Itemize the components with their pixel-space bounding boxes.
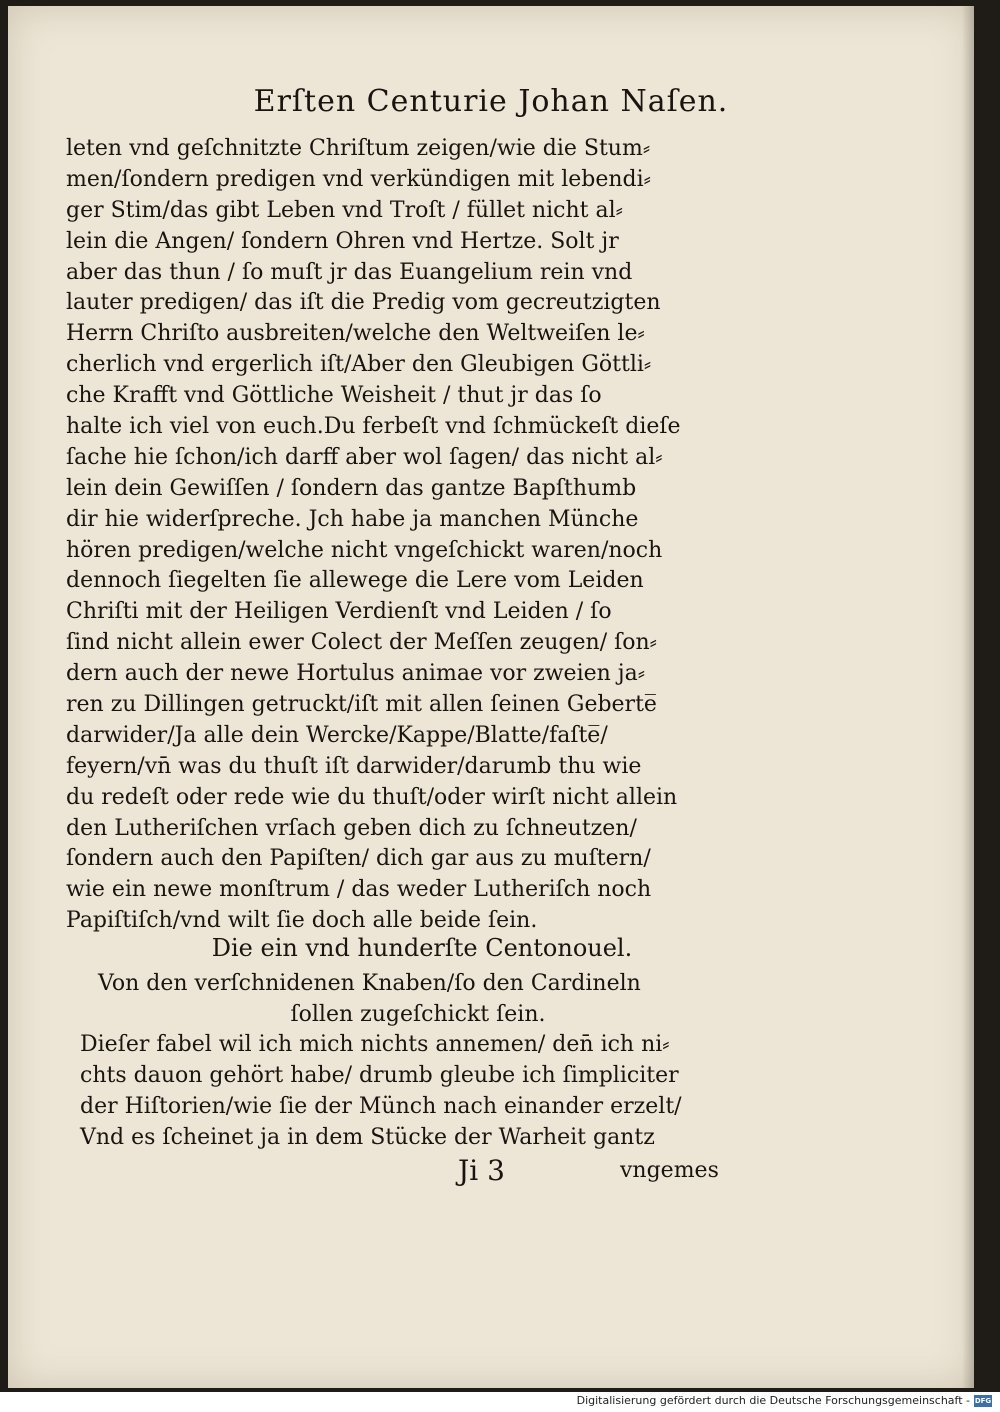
paragraph-1-line: che Krafft vnd Göttliche Weisheit / thut jr das ſo <box>66 383 602 409</box>
paragraph-1-line: lein die Angen/ ſondern Ohren vnd Hertze. Solt jr <box>66 228 619 254</box>
paragraph-1-line: wie ein newe monſtrum / das weder Lutheriſch noch <box>66 877 652 903</box>
paragraph-2-line: Vnd es ſcheinet ja in dem Stücke der Warheit gantz <box>80 1124 655 1150</box>
paragraph-1-line: dennoch ſiegelten ſie allewege die Lere vom Leiden <box>66 568 644 594</box>
footer-credit: Digitalisierung gefördert durch die Deutsche Forschungsgemeinschaft - <box>576 1394 970 1407</box>
paragraph-2-line: der Hiſtorien/wie ſie der Münch nach einander erzelt/ <box>80 1093 682 1119</box>
paragraph-1-line: halte ich viel von euch.Du ferbeſt vnd ſchmückeſt dieſe <box>66 414 681 440</box>
book-page <box>8 6 974 1388</box>
paragraph-1-line: lauter predigen/ das iſt die Predig vom gecreutzigten <box>66 290 661 316</box>
paragraph-1-line: lein dein Gewiſſen / ſondern das gantze Bapſthumb <box>66 475 637 501</box>
paragraph-1-line: du redeſt oder rede wie du thuſt/oder wirſt nicht allein <box>66 784 678 810</box>
paragraph-1-line: dir hie widerſpreche. Jch habe ja manchen Münche <box>66 506 639 532</box>
paragraph-2-line: chts dauon gehört habe/ drumb gleube ich ſimpliciter <box>80 1062 679 1088</box>
chapter-title <box>98 968 738 1030</box>
chapter-heading: Die ein vnd hunderſte Centonouel. <box>211 934 633 962</box>
paragraph-2 <box>80 1030 740 1154</box>
paragraph-1-line: ger Stim/das gibt Leben vnd Troſt / füllet nicht al⸗ <box>66 197 623 223</box>
paragraph-1-line: Chriſti mit der Heiligen Verdienſt vnd Leiden / ſo <box>66 599 612 625</box>
paragraph-1-line: ren zu Dillingen getruckt/iſt mit allen ſeinen Geberte̅ <box>66 692 657 718</box>
chapter-title-line-2: ſollen zugeſchickt ſein. <box>290 1001 546 1027</box>
paragraph-1-line: hören predigen/welche nicht vngeſchickt waren/noch <box>66 537 663 563</box>
paragraph-1-line: ſondern auch den Papiſten/ dich gar aus zu muſtern/ <box>66 846 651 872</box>
digitization-footer <box>0 1392 1000 1412</box>
paragraph-1-line: Papiſtiſch/vnd wilt ſie doch alle beide ſein. <box>66 908 538 934</box>
paragraph-1-line: men/ſondern predigen vnd verkündigen mit lebendi⸗ <box>66 166 651 192</box>
paragraph-1-line: ſind nicht allein ewer Colect der Meſſen zeugen/ ſon⸗ <box>66 630 657 656</box>
paragraph-1 <box>66 134 734 937</box>
running-header: Erſten Centurie Johan Naſen. <box>253 84 729 119</box>
paragraph-1-line: feyern/vn̄ was du thuſt iſt darwider/darumb thu wie <box>66 753 642 779</box>
chapter-title-line-1: Von den verſchnidenen Knaben/ſo den Cardineln <box>98 971 641 996</box>
paragraph-1-line: Herrn Chriſto ausbreiten/welche den Weltweiſen le⸗ <box>66 321 645 347</box>
paragraph-2-line: Dieſer fabel wil ich mich nichts annemen/ den̄ ich ni⸗ <box>80 1032 670 1057</box>
paragraph-1-line: ſache hie ſchon/ich darff aber wol ſagen/ das nicht al⸗ <box>66 444 663 470</box>
paragraph-1-line: den Lutheriſchen vrſach geben dich zu ſchneutzen/ <box>66 815 637 841</box>
paragraph-1-line: aber das thun / ſo muſt jr das Euangelium rein vnd <box>66 259 633 285</box>
paragraph-1-line: darwider/Ja alle dein Wercke/Kappe/Blatte/faſte̅/ <box>66 722 608 748</box>
paragraph-1-line: dern auch der newe Hortulus animae vor zweien ja⸗ <box>66 661 646 687</box>
paragraph-1-line: leten vnd geſchnitzte Chriſtum zeigen/wie die Stum⸗ <box>66 136 651 161</box>
signature-mark: Ji 3 <box>458 1154 505 1187</box>
paragraph-1-line: cherlich vnd ergerlich iſt/Aber den Gleubigen Göttli⸗ <box>66 352 652 378</box>
dfg-logo: DFG <box>974 1397 992 1405</box>
catchword: vngemes <box>620 1158 719 1183</box>
